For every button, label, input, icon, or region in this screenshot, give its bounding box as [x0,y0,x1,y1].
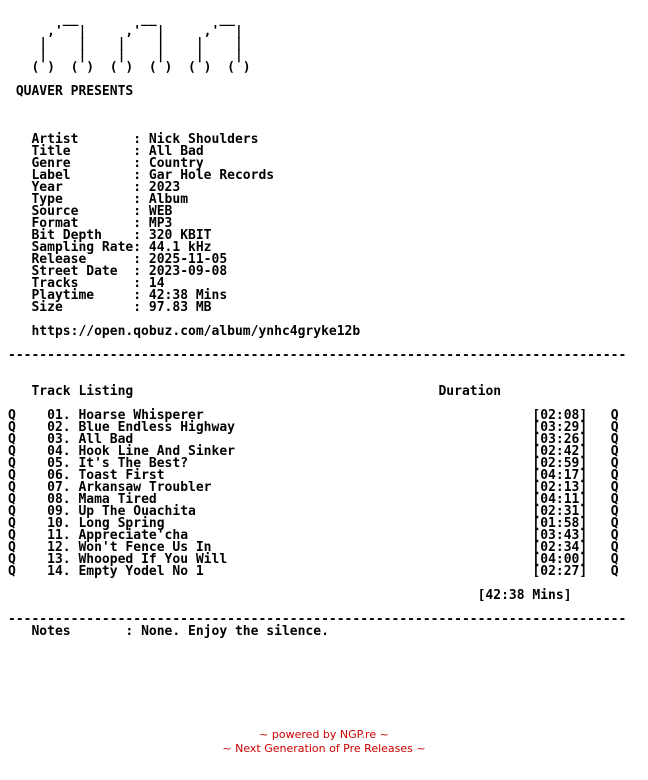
info-label: Tracks [31,276,134,291]
track-title: Hook Line And Sinker [78,444,235,459]
track-duration: [02:27] [532,564,588,579]
presenter-title: QUAVER PRESENTS [15,84,134,99]
track-marker-right: Q [610,480,619,495]
track-number: 03. [47,432,71,447]
info-label: Source [31,204,134,219]
info-label: Year [31,180,134,195]
info-label: Sampling Rate [31,240,134,255]
tagline-text: ~ Next Generation of Pre Releases ~ [222,742,426,755]
info-value: WEB [148,204,173,219]
album-url: https://open.qobuz.com/album/ynhc4gryke12b [31,324,361,339]
info-value: All Bad [148,144,204,159]
track-marker-right: Q [610,552,619,567]
info-value: 42:38 Mins [148,288,228,303]
track-marker-right: Q [610,456,619,471]
track-number: 04. [47,444,71,459]
track-marker-left: Q [8,528,16,543]
track-marker-right: Q [610,444,619,459]
track-number: 10. [47,516,71,531]
info-value: Country [148,156,204,171]
track-duration: [02:08] [532,408,588,423]
track-marker-left: Q [8,516,16,531]
track-marker-left: Q [8,468,16,483]
track-marker-left: Q [8,480,16,495]
track-marker-left: Q [8,492,16,507]
info-separator: : [133,240,149,255]
info-separator: : [133,228,149,243]
info-separator: : [133,252,149,267]
info-separator: : [133,132,149,147]
info-separator: : [133,144,149,159]
track-marker-right: Q [610,492,619,507]
powered-by-text: ~ powered by NGP.re ~ [259,728,389,741]
info-value: Album [148,192,189,207]
track-marker-left: Q [8,456,16,471]
info-separator: : [133,192,149,207]
duration-heading: Duration [438,384,502,399]
track-title: Mama Tired [78,492,157,507]
ascii-logo-line: __ __ __ [23,12,235,27]
track-title: Appreciate'cha [78,528,189,543]
info-separator: : [133,276,149,291]
credits-footer [0,728,648,756]
track-duration: [02:31] [532,504,588,519]
track-title: Whooped If You Will [78,552,228,567]
track-duration: [02:34] [532,540,588,555]
track-marker-left: Q [8,504,16,519]
track-duration: [03:26] [532,432,588,447]
track-title: All Bad [78,432,134,447]
track-marker-right: Q [610,408,619,423]
info-value: 14 [148,276,165,291]
info-value: 44.1 kHz [148,240,212,255]
track-number: 08. [47,492,71,507]
track-title: Hoarse Whisperer [78,408,204,423]
track-duration: [02:13] [532,480,588,495]
ascii-logo-line: ( ) ( ) ( ) ( ) ( ) ( ) [23,60,251,75]
track-marker-right: Q [610,504,619,519]
info-label: Playtime [31,288,134,303]
track-marker-left: Q [8,444,16,459]
info-separator: : [133,204,149,219]
track-marker-right: Q [610,516,619,531]
info-separator: : [133,156,149,171]
track-marker-right: Q [610,540,619,555]
track-title: It's The Best? [78,456,189,471]
info-label: Street Date [31,264,134,279]
ascii-logo-line: | | | | | | [23,48,243,63]
track-duration: [04:00] [532,552,588,567]
track-marker-right: Q [610,564,619,579]
info-value: Nick Shoulders [148,132,259,147]
track-listing-heading: Track Listing [31,384,134,399]
nfo-text [8,14,626,638]
track-number: 13. [47,552,71,567]
info-label: Label [31,168,134,183]
track-title: Long Spring [78,516,165,531]
track-number: 06. [47,468,71,483]
info-value: 2023-09-08 [148,264,228,279]
track-number: 12. [47,540,71,555]
track-number: 11. [47,528,71,543]
divider: ------------------------------------------------------------------------------- [8,612,627,627]
track-duration: [02:59] [532,456,588,471]
info-separator: : [133,216,149,231]
track-duration: [03:43] [532,528,588,543]
track-title: Won't Fence Us In [78,540,212,555]
info-value: Gar Hole Records [148,168,275,183]
ascii-logo-line: ,' | ,' | ,' | [23,24,243,39]
track-number: 07. [47,480,71,495]
track-title: Up The Ouachita [78,504,196,519]
info-separator: : [133,300,149,315]
info-value: 2023 [148,180,181,195]
track-title: Toast First [78,468,165,483]
info-label: Size [31,300,134,315]
track-number: 01. [47,408,71,423]
track-marker-right: Q [610,528,619,543]
info-value: 97.83 MB [148,300,212,315]
track-marker-left: Q [8,408,16,423]
info-separator: : [133,264,149,279]
info-label: Release [31,252,134,267]
info-value: MP3 [148,216,173,231]
track-number: 09. [47,504,71,519]
track-title: Empty Yodel No 1 [78,564,204,579]
track-duration: [04:17] [532,468,588,483]
info-label: Genre [31,156,134,171]
track-duration: [02:42] [532,444,588,459]
track-title: Blue Endless Highway [78,420,235,435]
info-value: 2025-11-05 [148,252,228,267]
info-label: Bit Depth [31,228,134,243]
track-marker-right: Q [610,420,619,435]
track-marker-left: Q [8,564,16,579]
track-duration: [03:29] [532,420,588,435]
track-marker-left: Q [8,540,16,555]
divider: ------------------------------------------------------------------------------- [8,348,627,363]
track-duration: [04:11] [532,492,588,507]
info-label: Title [31,144,134,159]
info-label: Artist [31,132,134,147]
track-marker-left: Q [8,432,16,447]
track-duration: [01:58] [532,516,588,531]
info-label: Type [31,192,134,207]
info-value: 320 KBIT [148,228,212,243]
ascii-logo-line: | | | | | | [23,36,243,51]
track-number: 02. [47,420,71,435]
notes-separator: : [125,624,142,639]
notes-label: Notes [31,624,126,639]
track-marker-left: Q [8,420,16,435]
track-number: 14. [47,564,71,579]
info-separator: : [133,168,149,183]
track-marker-left: Q [8,552,16,567]
info-separator: : [133,288,149,303]
track-marker-right: Q [610,468,619,483]
notes-value: None. Enjoy the silence. [141,624,329,639]
info-separator: : [133,180,149,195]
track-title: Arkansaw Troubler [78,480,212,495]
total-playtime: [42:38 Mins] [477,588,572,603]
track-number: 05. [47,456,71,471]
track-marker-right: Q [610,432,619,447]
info-label: Format [31,216,134,231]
